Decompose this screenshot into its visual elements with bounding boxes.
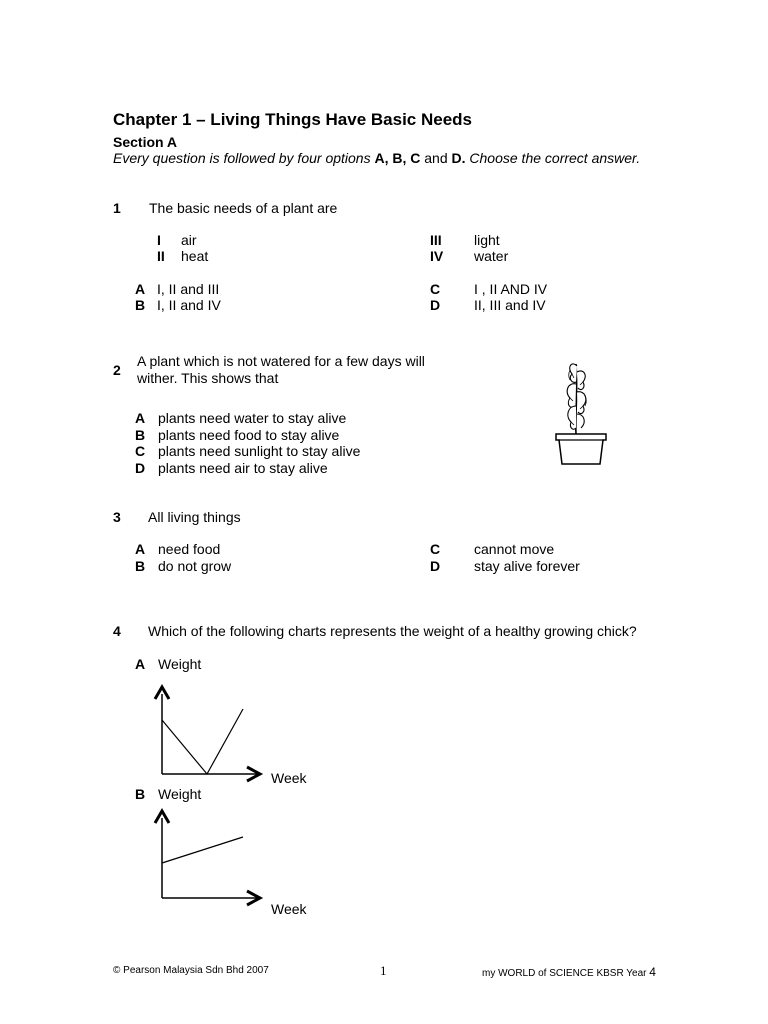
- option-text[interactable]: I , II AND IV: [474, 281, 548, 297]
- chart-a-axes[interactable]: [150, 680, 280, 790]
- option-letter: B: [135, 297, 146, 313]
- option-letter: C: [135, 443, 146, 459]
- chapter-title: Chapter 1 – Living Things Have Basic Needs: [113, 110, 473, 129]
- item-text: heat: [181, 248, 209, 264]
- option-text[interactable]: cannot move: [474, 541, 555, 557]
- chart-xlabel: Week: [271, 901, 307, 917]
- option-letter: B: [135, 558, 146, 574]
- footer-copyright: © Pearson Malaysia Sdn Bhd 2007: [113, 965, 269, 976]
- question-number: 3: [113, 509, 121, 525]
- item-numeral: IV: [430, 248, 444, 264]
- item-numeral: III: [430, 232, 442, 248]
- option-text[interactable]: II, III and IV: [474, 297, 546, 313]
- chart-b-axes[interactable]: [150, 804, 280, 914]
- page-number: 1: [380, 963, 387, 978]
- option-text[interactable]: plants need water to stay alive: [158, 410, 347, 426]
- question-number: 1: [113, 200, 121, 216]
- option-text[interactable]: stay alive forever: [474, 558, 580, 574]
- chart-option-letter: A: [135, 656, 146, 672]
- chart-ylabel: Weight: [158, 656, 202, 672]
- option-letter: A: [135, 410, 146, 426]
- option-text[interactable]: I, II and III: [157, 281, 220, 297]
- item-text: air: [181, 232, 197, 248]
- option-text[interactable]: plants need food to stay alive: [158, 427, 340, 443]
- question-text-line2: wither. This shows that: [137, 370, 279, 386]
- question-number: 2: [113, 362, 121, 378]
- option-letter: A: [135, 281, 146, 297]
- question-text: Which of the following charts represents the weight of a healthy growing chick?: [148, 623, 637, 639]
- option-letter: A: [135, 541, 146, 557]
- chart-xlabel: Week: [271, 770, 307, 786]
- item-numeral: I: [157, 232, 161, 248]
- option-letter: B: [135, 427, 146, 443]
- item-numeral: II: [157, 248, 165, 264]
- chart-ylabel: Weight: [158, 786, 202, 802]
- option-letter: D: [135, 460, 146, 476]
- wilted-plant-illustration: [548, 352, 628, 472]
- chart-option-letter: B: [135, 786, 146, 802]
- question-text: The basic needs of a plant are: [149, 200, 338, 216]
- item-text: water: [474, 248, 509, 264]
- option-text[interactable]: need food: [158, 541, 221, 557]
- item-text: light: [474, 232, 500, 248]
- option-letter: C: [430, 541, 441, 557]
- question-text-line1: A plant which is not watered for a few days will: [137, 353, 425, 369]
- option-letter: D: [430, 297, 441, 313]
- option-text[interactable]: plants need sunlight to stay alive: [158, 443, 361, 459]
- option-text[interactable]: I, II and IV: [157, 297, 221, 313]
- option-text[interactable]: plants need air to stay alive: [158, 460, 328, 476]
- option-letter: C: [430, 281, 441, 297]
- option-text[interactable]: do not grow: [158, 558, 232, 574]
- footer-book-title: my WORLD of SCIENCE KBSR Year 4: [482, 965, 656, 979]
- question-number: 4: [113, 623, 121, 639]
- instructions: Every question is followed by four options A, B, C and D. Choose the correct answer.: [113, 150, 641, 166]
- question-text: All living things: [148, 509, 241, 525]
- section-heading: Section A: [113, 134, 178, 150]
- option-letter: D: [430, 558, 441, 574]
